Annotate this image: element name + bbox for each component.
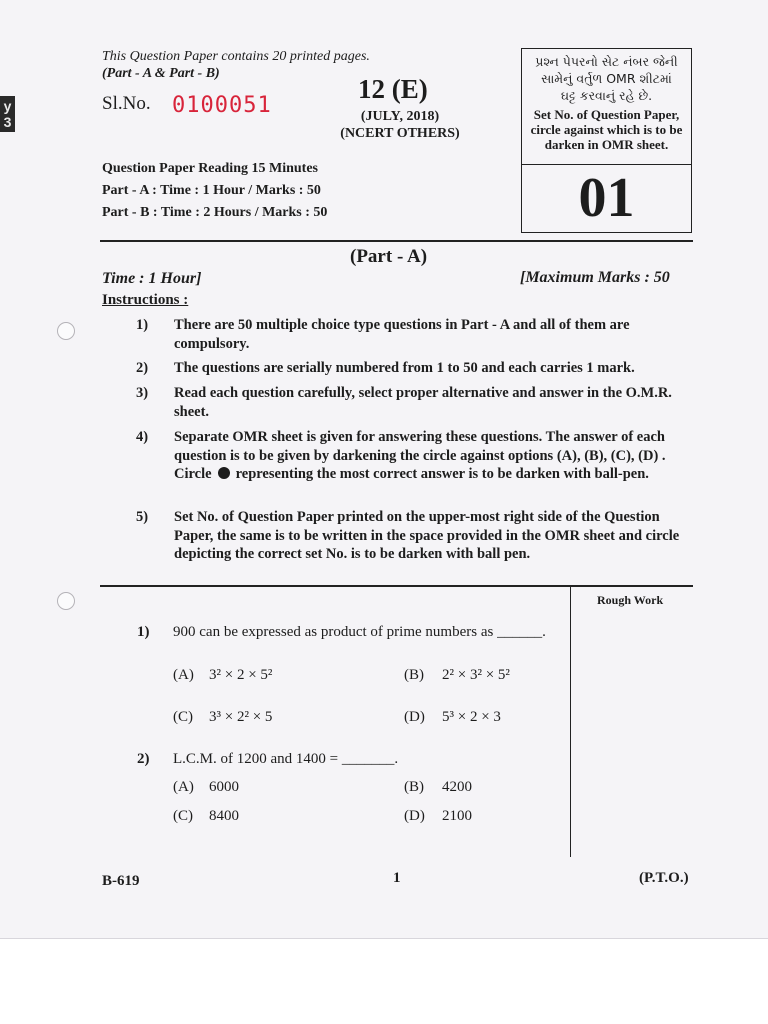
- option-label: (A): [173, 667, 194, 683]
- option-text: 6000: [209, 779, 239, 795]
- instruction-text: [174, 428, 694, 484]
- instruction-text-part: representing the most correct answer is to be darken with ball-pen.: [235, 466, 649, 482]
- set-box-instructions: [522, 49, 691, 165]
- rough-work-label: Rough Work: [597, 593, 664, 607]
- punch-hole-icon: [57, 322, 75, 340]
- instruction-text: There are 50 multiple choice type questions in Part - A and all of them are compulsory.: [174, 317, 630, 352]
- instruction-number: 5): [136, 509, 149, 525]
- set-instruction-line: darken in OMR sheet.: [544, 137, 669, 152]
- part-a-timing: Part - A : Time : 1 Hour / Marks : 50: [102, 183, 321, 198]
- question-number: 1): [137, 624, 150, 640]
- option-text: 8400: [209, 808, 239, 824]
- option-label: (B): [404, 667, 424, 683]
- section-divider: [100, 585, 693, 587]
- board-note: (NCERT OTHERS): [340, 126, 460, 141]
- option-label: (C): [173, 808, 193, 824]
- pages-note: This Question Paper contains 20 printed pages.: [102, 49, 370, 64]
- option-label: (C): [173, 709, 193, 725]
- instruction-text: Set No. of Question Paper printed on the upper-most right side of the Question Paper, the same is to be written in the space provided in the OMR sheet and circle depicting the correct set No. is to be darken with ball pen.: [174, 509, 680, 562]
- instruction-text: The questions are serially numbered from 1 to 50 and each carries 1 mark.: [174, 360, 635, 376]
- punch-hole-icon: [57, 592, 75, 610]
- exam-session: (JULY, 2018): [360, 109, 440, 124]
- instruction-number: 3): [136, 385, 149, 401]
- question-number: 2): [137, 751, 150, 767]
- option-text: 4200: [442, 779, 472, 795]
- gujarati-instruction-line: ઘટ્ટ કરવાનું રહે છે.: [560, 88, 653, 103]
- set-instruction-line: circle against which is to be: [530, 122, 683, 137]
- side-tab-marker: [0, 96, 15, 132]
- serial-number-label: Sl.No.: [102, 93, 151, 114]
- instruction-number: 1): [136, 317, 149, 333]
- set-number: 01: [578, 167, 635, 229]
- header-divider: [100, 240, 693, 242]
- set-instruction-line: Set No. of Question Paper,: [533, 107, 680, 122]
- option-text: 2² × 3² × 5²: [442, 667, 510, 683]
- option-text: 3² × 2 × 5²: [209, 667, 273, 683]
- parts-note: (Part - A & Part - B): [102, 66, 220, 81]
- gujarati-instruction-line: સામેનું વર્તુળ OMR શીટમાં: [541, 71, 672, 86]
- question-text: L.C.M. of 1200 and 1400 = _______.: [173, 751, 399, 767]
- set-number-box: [521, 48, 692, 233]
- gujarati-instruction-line: પ્રશ્ન પેપરનો સેટ નંબર જેની: [535, 54, 678, 69]
- filled-circle-icon: [218, 467, 230, 479]
- please-turn-over: (P.T.O.): [639, 870, 689, 886]
- option-label: (D): [404, 709, 425, 725]
- part-b-timing: Part - B : Time : 2 Hours / Marks : 50: [102, 205, 328, 220]
- reading-time: Question Paper Reading 15 Minutes: [102, 161, 318, 176]
- page-number: 1: [393, 870, 401, 886]
- instruction-number: 4): [136, 429, 149, 445]
- option-text: 3³ × 2² × 5: [209, 709, 273, 725]
- part-a-title: (Part - A): [350, 246, 428, 267]
- paper-code-footer: B-619: [102, 873, 140, 889]
- option-label: (B): [404, 779, 424, 795]
- part-a-max-marks: [Maximum Marks : 50: [520, 269, 670, 286]
- instruction-text: Read each question carefully, select proper alternative and answer in the O.M.R. sheet.: [174, 385, 672, 420]
- option-label: (D): [404, 808, 425, 824]
- option-text: 5³ × 2 × 3: [442, 709, 501, 725]
- instructions-heading: Instructions :: [102, 292, 189, 308]
- paper-code: 12 (E): [358, 74, 428, 104]
- part-a-time: Time : 1 Hour]: [102, 270, 202, 287]
- instruction-number: 2): [136, 360, 149, 376]
- rough-work-divider: [570, 587, 571, 857]
- instruction-text-part: Separate OMR sheet is given for answering these questions. The answer of each question is to be given by darkening the circle against options (A), (B), (C), (D) . Circle: [174, 429, 666, 482]
- option-text: 2100: [442, 808, 472, 824]
- serial-number-value: 0100051: [172, 93, 272, 118]
- side-tab-text: y 3: [3, 98, 12, 130]
- option-label: (A): [173, 779, 194, 795]
- question-text: 900 can be expressed as product of prime numbers as ______.: [173, 624, 546, 640]
